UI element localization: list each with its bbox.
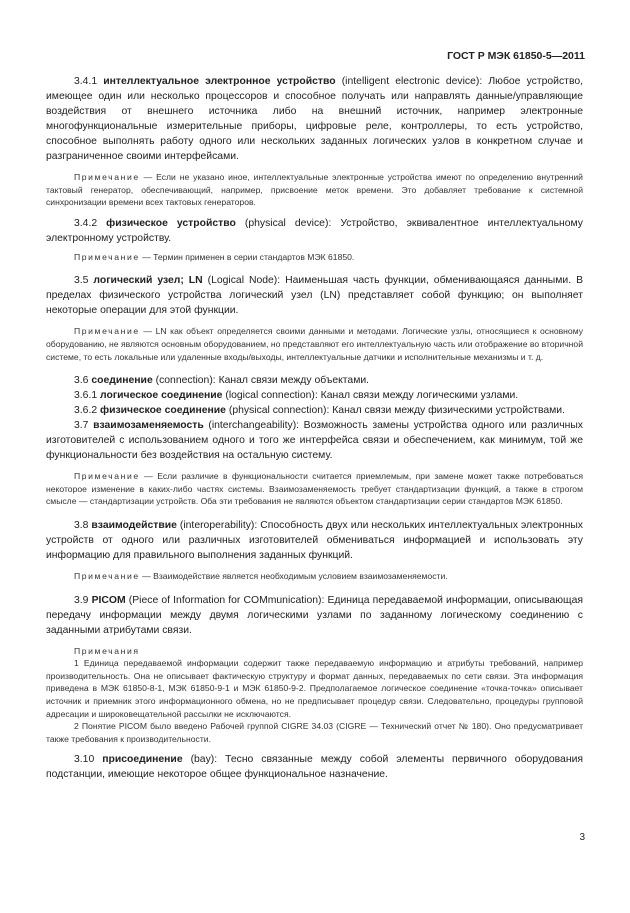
notes-heading-3-9 — [46, 645, 583, 658]
note-label: Примечание — [74, 570, 140, 581]
term: физическое соединение — [100, 405, 226, 417]
note-3-4-1: Примечание — Если не указано иное, интеллектуальные электронные устройства имеют по определению внутренний тактовый генератор, обеспечивающий, например, присвоение меток времени. Это добавляет требование к системной синхронизации времени всех тактовых генераторов. — [46, 172, 583, 208]
clause-number: 3.4.1 — [74, 76, 98, 87]
note-text: Если не указано иное, интеллектуальные электронные устройства имеют по определению внутренний тактовый генератор, обеспечивающий, например, присвоение меток времени. Это добавляет требование к системной синхронизации времени всех тактовых генераторов. — [46, 172, 583, 208]
clause-number: 3.6.2 — [74, 405, 98, 417]
definition-3-7 — [46, 418, 583, 463]
notes-label: Примечания — [74, 645, 140, 656]
definition-3-4-2 — [46, 216, 583, 246]
note-3-9-1: 1 Единица передаваемой информации содержит также передаваемую информацию и атрибуты требований, например производительность. Она не описывает фактическую структуру и формат данных, передаваемых по сети связи. Эта информация приведена в МЭК 61850-8-1, МЭК 61850-9-1 и МЭК 61850-9-2. Предполагаемое логическое соединение «точка-точка» описывает источник и приемник этого информационного обмена, но не предписывает процедур связи. Следовательно, процедуры групповой адресации и широковещательной рассылки не исключаются. — [46, 658, 583, 719]
clause-number: 3.10 — [74, 754, 95, 766]
definition-3-6 — [46, 373, 583, 388]
clause-number: 3.8 — [74, 519, 89, 531]
term: присоединение — [102, 754, 183, 766]
note-3-4-2: Примечание — Термин применен в серии стандартов МЭК 61850. — [74, 251, 355, 262]
term: взаимодействие — [91, 519, 177, 531]
definition-3-9 — [46, 593, 583, 638]
note-text: Взаимодействие является необходимым условием взаимозаменяемости. — [153, 570, 448, 581]
note-label: Примечание — [74, 326, 140, 337]
definition-text: (intelligent electronic device): Любое устройство, имеющее один или несколько процессоров и способное получать или направлять данные/управляющие воздействия от внешнего источника либо на внешний источник, например электронные многофункциональные измерительные приборы, цифровые реле, контроллеры, то есть устройство, способное выполнять работу одного или нескольких заданных логических узлов в конкретном случае и разграниченное своими интерфейсами. — [46, 76, 584, 162]
definition-3-8 — [46, 518, 583, 563]
definition-text: (physical device): Устройство, эквивалентное интеллектуальному электронному устройству. — [46, 217, 584, 244]
clause-number: 3.4.2 — [74, 217, 98, 229]
term: соединение — [91, 375, 153, 387]
definition-text: (interchangeability): Возможность замены устройства одного или различных изготовителей с использованием одного и того же интерфейса связи и обеспечением, как минимум, той же функциональности без воздействия на остальную систему. — [46, 420, 584, 462]
note-label: Примечание — [74, 172, 140, 182]
note-3-5: Примечание — LN как объект определяется своими данными и методами. Логические узлы, относящиеся к основному оборудованию, не являются основным оборудованием, но представляют его интеллектуальную часть или отображение во вторичной системе, то есть локальные или удаленные входы/выходы, интеллектуальные датчики и исполнительные механизмы и т. д. — [46, 326, 583, 362]
term: взаимозаменяемость — [93, 420, 204, 432]
page-content — [46, 74, 583, 782]
note-label: Примечание — [74, 251, 140, 262]
document-header: ГОСТ Р МЭК 61850-5—2011 — [447, 50, 585, 62]
term: физическое устройство — [106, 217, 236, 229]
definition-text: (physical connection): Канал связи между физическими устройствами. — [225, 405, 565, 417]
definition-3-6-2 — [46, 403, 583, 418]
clause-number: 3.9 — [74, 594, 89, 606]
definition-3-6-1 — [46, 388, 583, 403]
term: логический узел; LN — [93, 275, 203, 287]
definition-text: (Piece of Information for COMmunication): Единица передаваемой информации, описывающая передачу информации между двумя логическими узлами по заданному логическому соединению с заданными атрибутами связи. — [46, 594, 584, 636]
note-text: Термин применен в серии стандартов МЭК 61850. — [153, 251, 355, 262]
term: PICOM — [91, 594, 126, 606]
definition-text: (bay): Тесно связанные между собой элементы первичного оборудования подстанции, имеющие некоторое общее функциональное назначение. — [46, 754, 583, 781]
term: интеллектуальное электронное устройство — [103, 76, 336, 87]
definition-3-5 — [46, 273, 583, 318]
term: логическое соединение — [100, 390, 223, 402]
definition-text: (logical connection): Канал связи между логическими узлами. — [222, 390, 519, 402]
clause-number: 3.7 — [74, 420, 89, 432]
definition-3-10 — [46, 752, 583, 782]
note-label: Примечание — [74, 471, 140, 482]
page-number: 3 — [579, 832, 585, 843]
note-3-9-2: 2 Понятие PICOM было введено Рабочей группой CIGRE 34.03 (CIGRE — Технический отчет № 180). Оно предусматривает также требования к производительности. — [46, 721, 583, 744]
note-text: LN как объект определяется своими данными и методами. Логические узлы, относящиеся к основному оборудованию, не являются основным оборудованием, но представляют его интеллектуальную часть или отображение во вторичной системе, то есть локальные или удаленные входы/выходы, интеллектуальные датчики и исполнительные механизмы и т. д. — [46, 326, 583, 362]
definition-text: (connection): Канал связи между объектами. — [152, 375, 370, 387]
definition-text: (Logical Node): Наименьшая часть функции, обменивающаяся данными. В пределах физического устройства логический узел (LN) представляет собой функцию; он выполняет некоторые операции для этой функции. — [46, 275, 583, 317]
clause-number: 3.6.1 — [74, 390, 98, 402]
note-text: Если различие в функциональности считается приемлемым, при замене может также потребоваться некоторое изменение в каких-либо частях системы. Взаимозаменяемость требует стандартизации функций, а также в строгом смысле — стандартизации устройств. Оба эти требования не являются объектом стандартизации серии стандартов МЭК 61850. — [46, 471, 583, 507]
clause-number: 3.5 — [74, 275, 89, 287]
definition-text: (interoperability): Способность двух или нескольких интеллектуальных электронных устройств от одного или различных изготовителей обмениваться информацией и использовать эту информацию для правильного выполнения заданных функций. — [46, 519, 583, 561]
note-3-8: Примечание — Взаимодействие является необходимым условием взаимозаменяемости. — [74, 570, 448, 581]
definition-3-4-1 — [46, 74, 583, 164]
clause-number: 3.6 — [74, 375, 89, 387]
note-3-7: Примечание — Если различие в функциональности считается приемлемым, при замене может также потребоваться некоторое изменение в каких-либо частях системы. Взаимозаменяемость требует стандартизации функций, а также в строгом смысле — стандартизации устройств. Оба эти требования не являются объектом стандартизации серии стандартов МЭК 61850. — [46, 471, 583, 507]
